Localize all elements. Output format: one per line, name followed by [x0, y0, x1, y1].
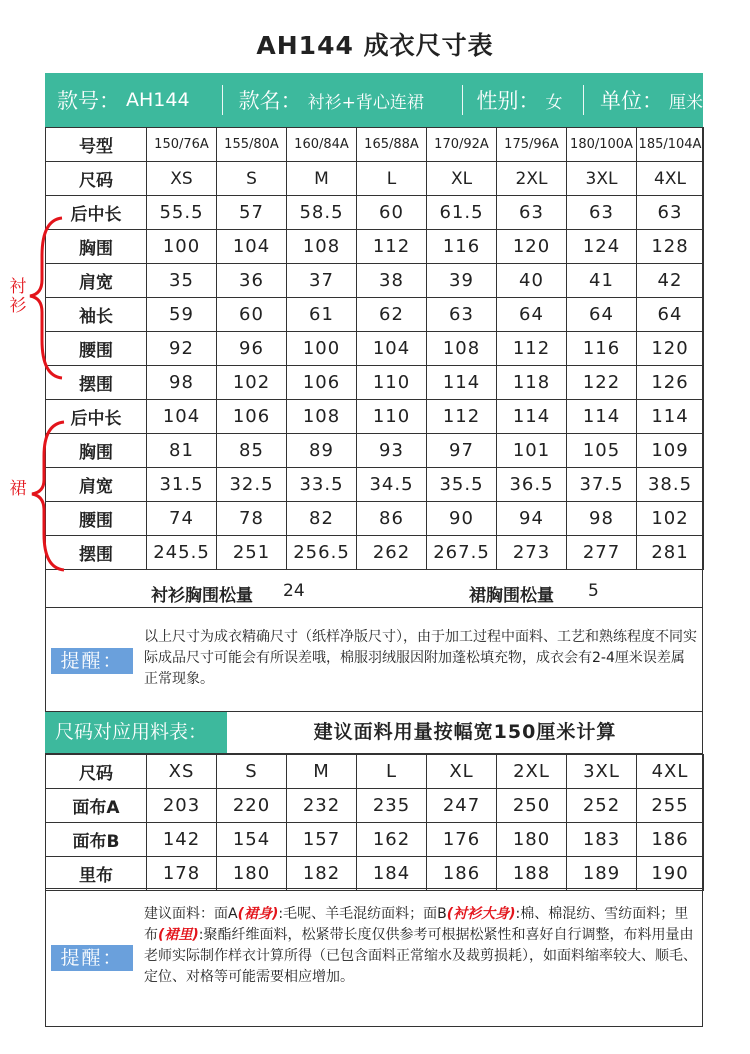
note-part: :棉、棉混纺、雪纺面料；里布 — [144, 906, 689, 943]
unit-key: 单位： — [600, 89, 663, 113]
table-cell: 110 — [357, 400, 427, 434]
table-cell: 98 — [147, 366, 217, 400]
table-cell: 59 — [147, 298, 217, 332]
note-highlight: (裙身) — [237, 906, 279, 922]
table-cell: 61.5 — [427, 196, 497, 230]
table-cell: 61 — [287, 298, 357, 332]
type-cell: 180/100A — [567, 128, 637, 162]
table-cell: 108 — [427, 332, 497, 366]
table-cell: 120 — [637, 332, 704, 366]
table-cell: 85 — [217, 434, 287, 468]
table-cell: 203 — [147, 789, 217, 823]
table-cell: 252 — [567, 789, 637, 823]
size-cell: 2XL — [497, 162, 567, 196]
table-cell: 178 — [147, 857, 217, 891]
ease-row — [45, 575, 703, 608]
table-cell: 247 — [427, 789, 497, 823]
table-cell: 184 — [357, 857, 427, 891]
size-cell: S — [217, 162, 287, 196]
table-cell: 33.5 — [287, 468, 357, 502]
table-cell: 36.5 — [497, 468, 567, 502]
table-cell: 157 — [287, 823, 357, 857]
skirt-side-label — [8, 480, 28, 499]
type-cell: 165/88A — [357, 128, 427, 162]
row-header: 后中长 — [46, 196, 147, 230]
table-cell: 250 — [497, 789, 567, 823]
page-title: AH144 成衣尺寸表 — [256, 31, 494, 60]
row-header: 面布A — [46, 789, 147, 823]
skirt-side-char: 裙 — [9, 479, 27, 499]
table-cell: 190 — [637, 857, 704, 891]
shirt-measure-row — [46, 298, 704, 332]
row-header: 摆围 — [46, 366, 147, 400]
table-cell: 235 — [357, 789, 427, 823]
shirt-side-char: 衬 衫 — [9, 277, 27, 316]
note-part: :毛呢、羊毛混纺面料；面B — [278, 906, 447, 922]
skirt-brace — [28, 420, 68, 572]
divider — [462, 85, 463, 115]
shirt-measure-row — [46, 230, 704, 264]
style-key: 款号： — [57, 89, 120, 113]
divider — [583, 85, 584, 115]
table-cell: 277 — [567, 536, 637, 570]
table-cell: 81 — [147, 434, 217, 468]
table-cell: 255 — [637, 789, 704, 823]
skirt-ease-label: 裙胸围松量 — [469, 586, 554, 606]
size-cell: L — [357, 162, 427, 196]
size-cell: 3XL — [567, 755, 637, 789]
table-cell: 37 — [287, 264, 357, 298]
size-cell: 3XL — [567, 162, 637, 196]
unit — [584, 73, 703, 127]
table-cell: 122 — [567, 366, 637, 400]
table-cell: 78 — [217, 502, 287, 536]
table-cell: 262 — [357, 536, 427, 570]
fabric-row — [46, 823, 704, 857]
divider — [222, 85, 223, 115]
table-cell: 110 — [357, 366, 427, 400]
row-header: 里布 — [46, 857, 147, 891]
name-value: 衬衫+背心连裙 — [307, 92, 424, 113]
table-cell: 116 — [567, 332, 637, 366]
shirt-side-label — [8, 278, 28, 316]
fabric-section-header — [45, 711, 703, 754]
note-highlight: (裙里) — [158, 927, 199, 943]
table-cell: 90 — [427, 502, 497, 536]
style-value: AH144 — [126, 89, 190, 111]
table-cell: 183 — [567, 823, 637, 857]
skirt-measure-row — [46, 502, 704, 536]
table-cell: 256.5 — [287, 536, 357, 570]
table-cell: 114 — [567, 400, 637, 434]
table-cell: 63 — [427, 298, 497, 332]
table-cell: 101 — [497, 434, 567, 468]
fabric-section-title: 建议面料用量按幅宽150厘米计算 — [313, 721, 617, 743]
skirt-measure-row — [46, 434, 704, 468]
size-cell: 4XL — [637, 755, 704, 789]
shirt-measure-row — [46, 264, 704, 298]
table-cell: 109 — [637, 434, 704, 468]
table-cell: 108 — [287, 400, 357, 434]
row-header: 尺码 — [46, 162, 147, 196]
table-cell: 34.5 — [357, 468, 427, 502]
table-cell: 102 — [637, 502, 704, 536]
size-cell: XL — [427, 755, 497, 789]
table-cell: 64 — [497, 298, 567, 332]
gender-value: 女 — [545, 92, 563, 113]
row-header: 胸围 — [46, 434, 147, 468]
table-cell: 36 — [217, 264, 287, 298]
row-header: 尺码 — [46, 755, 147, 789]
shirt-brace — [26, 216, 66, 380]
table-cell: 182 — [287, 857, 357, 891]
table-cell: 96 — [217, 332, 287, 366]
table-cell: 41 — [567, 264, 637, 298]
type-cell: 170/92A — [427, 128, 497, 162]
size-cell: S — [217, 755, 287, 789]
skirt-ease-value: 5 — [588, 581, 599, 601]
table-cell: 154 — [217, 823, 287, 857]
table-cell: 162 — [357, 823, 427, 857]
table-cell: 97 — [427, 434, 497, 468]
table-cell: 112 — [497, 332, 567, 366]
table-cell: 251 — [217, 536, 287, 570]
table-cell: 106 — [217, 400, 287, 434]
size-cell: L — [357, 755, 427, 789]
size-cell: M — [287, 162, 357, 196]
table-cell: 94 — [497, 502, 567, 536]
row-header: 肩宽 — [46, 468, 147, 502]
table-cell: 38 — [357, 264, 427, 298]
row-header: 面布B — [46, 823, 147, 857]
skirt-measure-row — [46, 468, 704, 502]
table-cell: 38.5 — [637, 468, 704, 502]
table-cell: 114 — [497, 400, 567, 434]
row-header: 袖长 — [46, 298, 147, 332]
table-cell: 98 — [567, 502, 637, 536]
table-cell: 92 — [147, 332, 217, 366]
table-cell: 93 — [357, 434, 427, 468]
table-cell: 39 — [427, 264, 497, 298]
size-row — [46, 162, 704, 196]
note-box-1 — [45, 608, 703, 711]
size-table — [45, 127, 704, 570]
table-cell: 89 — [287, 434, 357, 468]
size-cell: 4XL — [637, 162, 704, 196]
table-cell: 104 — [147, 400, 217, 434]
note-part: :聚酯纤维面料，松紧带长度仅供参考可根据松紧性和喜好自行调整，布料用量由老师实际制作样衣计算所得（已包含面料正常缩水及裁剪损耗），如面料缩率较大、顺毛、定位、对格等可能需要相应增加。 — [144, 927, 697, 985]
table-cell: 114 — [637, 400, 704, 434]
table-cell: 180 — [497, 823, 567, 857]
row-header: 后中长 — [46, 400, 147, 434]
shirt-measure-row — [46, 366, 704, 400]
shirt-measure-row — [46, 196, 704, 230]
table-cell: 186 — [637, 823, 704, 857]
gender-key: 性别： — [476, 89, 540, 113]
table-cell: 126 — [637, 366, 704, 400]
fabric-note-text — [144, 904, 697, 988]
shirt-measure-row — [46, 332, 704, 366]
shirt-ease-label: 衬衫胸围松量 — [151, 586, 253, 606]
size-cell: XL — [427, 162, 497, 196]
skirt-measure-row — [46, 400, 704, 434]
header-bar — [45, 73, 703, 127]
table-cell: 64 — [567, 298, 637, 332]
table-cell: 57 — [217, 196, 287, 230]
table-cell: 74 — [147, 502, 217, 536]
table-cell: 220 — [217, 789, 287, 823]
type-cell: 150/76A — [147, 128, 217, 162]
table-cell: 55.5 — [147, 196, 217, 230]
row-header: 腰围 — [46, 502, 147, 536]
row-header: 摆围 — [46, 536, 147, 570]
note-part: 建议面料：面A — [144, 906, 238, 922]
table-cell: 118 — [497, 366, 567, 400]
table-cell: 112 — [357, 230, 427, 264]
table-cell: 104 — [357, 332, 427, 366]
table-cell: 120 — [497, 230, 567, 264]
table-cell: 105 — [567, 434, 637, 468]
table-cell: 62 — [357, 298, 427, 332]
table-cell: 35.5 — [427, 468, 497, 502]
table-cell: 108 — [287, 230, 357, 264]
table-cell: 42 — [637, 264, 704, 298]
style-name — [223, 73, 462, 127]
row-header: 腰围 — [46, 332, 147, 366]
table-cell: 245.5 — [147, 536, 217, 570]
size-cell: 2XL — [497, 755, 567, 789]
table-cell: 58.5 — [287, 196, 357, 230]
gender — [462, 73, 583, 127]
row-header: 胸围 — [46, 230, 147, 264]
table-cell: 86 — [357, 502, 427, 536]
table-cell: 102 — [217, 366, 287, 400]
type-cell: 175/96A — [497, 128, 567, 162]
table-cell: 100 — [147, 230, 217, 264]
table-cell: 142 — [147, 823, 217, 857]
table-cell: 106 — [287, 366, 357, 400]
table-cell: 112 — [427, 400, 497, 434]
table-cell: 128 — [637, 230, 704, 264]
size-cell: XS — [147, 162, 217, 196]
style-number — [45, 73, 222, 127]
table-cell: 116 — [427, 230, 497, 264]
fabric-table — [45, 754, 704, 891]
type-cell: 155/80A — [217, 128, 287, 162]
type-row — [46, 128, 704, 162]
table-cell: 273 — [497, 536, 567, 570]
name-key: 款名： — [238, 89, 302, 113]
note-highlight: (衬衫大身) — [446, 906, 516, 922]
table-cell: 60 — [357, 196, 427, 230]
unit-value: 厘米 — [669, 92, 703, 113]
table-cell: 189 — [567, 857, 637, 891]
table-cell: 82 — [287, 502, 357, 536]
table-cell: 40 — [497, 264, 567, 298]
row-header: 号型 — [46, 128, 147, 162]
fabric-row — [46, 789, 704, 823]
type-cell: 160/84A — [287, 128, 357, 162]
fabric-section-label: 尺码对应用料表： — [45, 712, 227, 753]
table-cell: 35 — [147, 264, 217, 298]
table-cell: 37.5 — [567, 468, 637, 502]
note-box-2 — [45, 888, 703, 1027]
table-cell: 31.5 — [147, 468, 217, 502]
table-cell: 63 — [567, 196, 637, 230]
table-cell: 186 — [427, 857, 497, 891]
table-cell: 32.5 — [217, 468, 287, 502]
reminder-text: 以上尺寸为成衣精确尺寸（纸样净版尺寸），由于加工过程中面料、工艺和熟练程度不同实际成品尺寸可能会有所误差哦，棉服羽绒服因附加蓬松填充物，成衣会有2-4厘米误差属正常现象。 — [144, 629, 697, 687]
table-cell: 63 — [637, 196, 704, 230]
size-cell: M — [287, 755, 357, 789]
table-cell: 267.5 — [427, 536, 497, 570]
reminder-badge: 提醒： — [51, 648, 133, 674]
table-cell: 124 — [567, 230, 637, 264]
fabric-size-row — [46, 755, 704, 789]
skirt-measure-row — [46, 536, 704, 570]
table-cell: 180 — [217, 857, 287, 891]
shirt-ease-value: 24 — [283, 581, 305, 601]
fabric-row — [46, 857, 704, 891]
table-cell: 100 — [287, 332, 357, 366]
reminder-badge-2: 提醒： — [51, 945, 133, 971]
table-cell: 64 — [637, 298, 704, 332]
table-cell: 104 — [217, 230, 287, 264]
size-cell: XS — [147, 755, 217, 789]
table-cell: 60 — [217, 298, 287, 332]
row-header: 肩宽 — [46, 264, 147, 298]
table-cell: 232 — [287, 789, 357, 823]
table-cell: 114 — [427, 366, 497, 400]
type-cell: 185/104A — [637, 128, 704, 162]
table-cell: 281 — [637, 536, 704, 570]
table-cell: 188 — [497, 857, 567, 891]
table-cell: 176 — [427, 823, 497, 857]
table-cell: 63 — [497, 196, 567, 230]
